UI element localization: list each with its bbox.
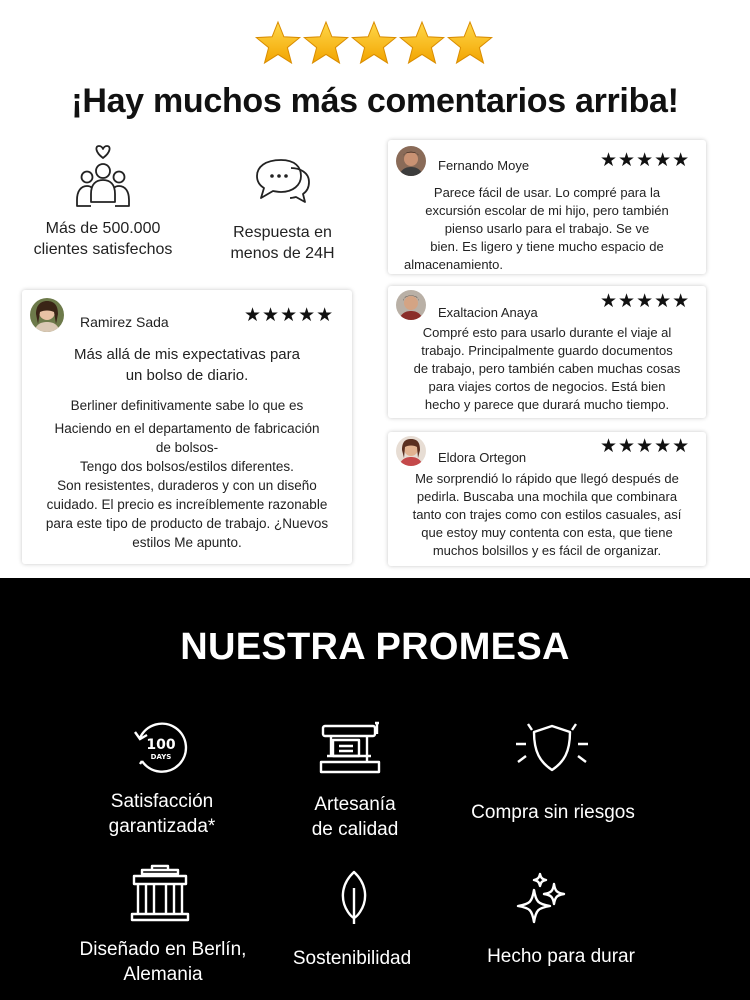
avatar — [396, 290, 426, 320]
stat-response-line2: menos de 24H — [230, 245, 335, 262]
shield-icon — [508, 720, 596, 780]
feature-risk-free — [440, 800, 666, 825]
review-card-ramirez — [22, 290, 352, 564]
stat-response-line1: Respuesta en — [233, 224, 332, 241]
feature-sustainability — [260, 946, 444, 971]
review-card-fernando — [388, 140, 706, 274]
brandenburg-gate-icon — [128, 864, 192, 924]
review-line: tanto con trajes como con estilos casuales, así — [412, 507, 682, 522]
feature-durable — [450, 944, 672, 969]
feature-berlin — [52, 937, 274, 987]
review-line: para viajes cortos de negocios. Está bien — [428, 379, 666, 394]
review-card-eldora — [388, 432, 706, 566]
review-line: pedirla. Buscaba una mochila que combinara — [416, 489, 678, 504]
review-line: un bolso de diario. — [125, 367, 249, 384]
sewing-machine-icon — [319, 720, 383, 776]
five-star-rating — [254, 20, 494, 70]
review-line: cuidado. El precio es increíblemente razonable — [46, 497, 328, 512]
review-line: Parece fácil de usar. Lo compré para la — [433, 185, 661, 200]
feature-label: garantizada* — [108, 816, 216, 837]
promise-title: NUESTRA PROMESA — [180, 626, 570, 668]
review-line: que estoy muy contenta con esta, que tiene — [421, 525, 673, 540]
review-card-exaltacion — [388, 286, 706, 418]
feature-label: Diseñado en Berlín, — [79, 939, 247, 960]
review-line: almacenamiento. — [404, 257, 503, 272]
review-line: bien. Es ligero y tiene mucho espacio de — [430, 239, 664, 254]
avatar — [396, 436, 426, 466]
review-stars: ★★★★★ — [600, 149, 691, 171]
avatar — [30, 298, 64, 332]
reviewer-name: Eldora Ortegon — [438, 450, 527, 465]
feature-label: Alemania — [123, 964, 203, 985]
review-line: hecho y parece que durará mucho tiempo. — [424, 397, 670, 412]
chat-bubbles-icon — [251, 154, 315, 210]
review-line: Haciendo en el departamento de fabricación — [54, 421, 320, 436]
100-days-badge: 100 — [146, 737, 176, 753]
review-line: estilos Me apunto. — [132, 535, 242, 550]
star-icon — [448, 22, 491, 63]
review-line: trabajo. Principalmente guardo documentos — [421, 343, 673, 358]
leaf-icon — [334, 868, 374, 926]
feature-label: Satisfacción — [110, 791, 214, 812]
stat-customers-line2: clientes satisfechos — [33, 241, 173, 258]
review-line: Compré esto para usarlo durante el viaje al — [422, 325, 672, 340]
feature-satisfaction — [62, 789, 262, 839]
review-line: pienso usarlo para el trabajo. Se ve — [444, 221, 650, 236]
feature-label: Hecho para durar — [487, 946, 635, 967]
feature-label: Compra sin riesgos — [471, 802, 635, 823]
review-line: Me sorprendió lo rápido que llegó después de — [415, 471, 679, 486]
review-text — [394, 184, 700, 274]
review-text — [22, 344, 352, 386]
feature-label: de calidad — [311, 819, 399, 840]
review-line: para este tipo de producto de trabajo. ¿Nuevos — [45, 516, 329, 531]
sparkles-icon — [514, 872, 572, 926]
100-days-icon — [130, 716, 192, 778]
review-line: Son resistentes, duraderos y con un diseño — [57, 478, 317, 493]
stat-customers — [18, 144, 188, 260]
feature-label: Sostenibilidad — [292, 948, 412, 969]
review-text — [22, 396, 352, 476]
feature-craftsmanship — [255, 792, 455, 842]
review-line: muchos bolsillos y es fácil de organizar. — [432, 543, 662, 558]
promise-section — [0, 578, 750, 1000]
stat-customers-line1: Más de 500.000 — [45, 220, 161, 237]
review-line: excursión escolar de mi hijo, pero también — [425, 203, 669, 218]
review-line: Más allá de mis expectativas para — [74, 346, 300, 363]
review-text — [394, 324, 700, 414]
stat-response — [200, 154, 365, 264]
reviewer-name: Exaltacion Anaya — [438, 305, 538, 320]
avatar — [396, 146, 426, 176]
reviewer-name: Ramirez Sada — [80, 314, 169, 330]
review-stars: ★★★★★ — [600, 290, 691, 312]
star-icon — [352, 22, 395, 63]
people-heart-icon — [73, 144, 133, 210]
review-stars: ★★★★★ — [600, 435, 691, 457]
headline: ¡Hay muchos más comentarios arriba! — [71, 82, 679, 120]
100-days-badge-sub: DAYS — [150, 753, 172, 761]
star-icon — [304, 22, 347, 63]
review-line: de bolsos- — [155, 440, 219, 455]
review-stars: ★★★★★ — [244, 304, 335, 326]
review-line: Berliner definitivamente sabe lo que es — [70, 398, 304, 413]
review-line: de trabajo, pero también caben muchas cosas — [413, 361, 681, 376]
review-line: Tengo dos bolsos/estilos diferentes. — [80, 459, 294, 474]
feature-label: Artesanía — [314, 794, 396, 815]
review-text — [392, 470, 702, 560]
reviewer-name: Fernando Moye — [438, 158, 530, 173]
star-icon — [256, 22, 299, 63]
review-text — [22, 476, 352, 552]
star-icon — [400, 22, 443, 63]
